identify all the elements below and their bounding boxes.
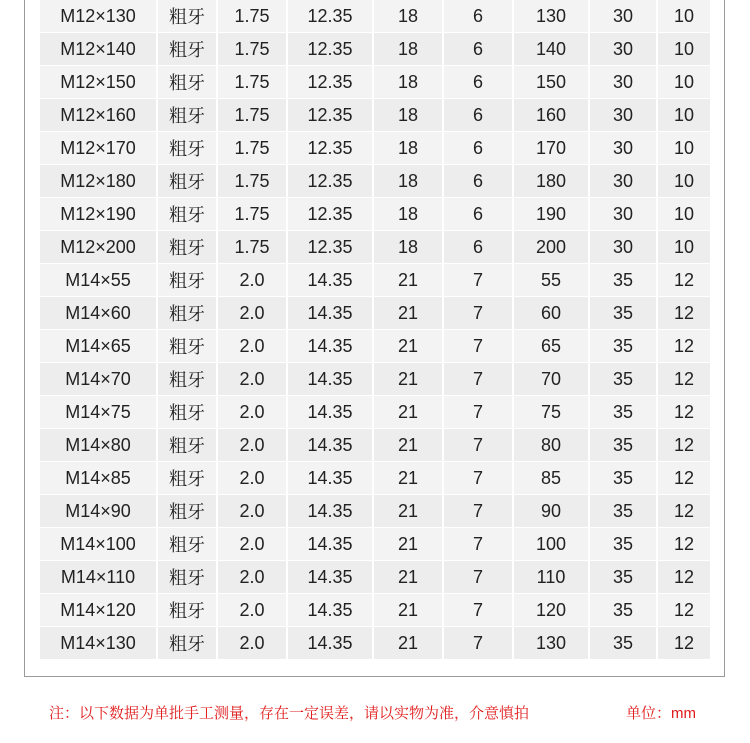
cell-length: 100 — [514, 528, 590, 561]
cell-thread-type: 粗牙 — [158, 528, 218, 561]
cell-dimension-b: 21 — [374, 462, 444, 495]
cell-thread-length: 35 — [590, 264, 658, 297]
cell-pitch: 2.0 — [218, 297, 288, 330]
cell-length: 80 — [514, 429, 590, 462]
cell-model: M12×150 — [40, 66, 158, 99]
cell-dimension-c: 7 — [444, 462, 514, 495]
cell-thread-length: 30 — [590, 33, 658, 66]
table-row — [40, 594, 710, 627]
cell-thread-type: 粗牙 — [158, 594, 218, 627]
cell-length: 200 — [514, 231, 590, 264]
cell-thread-type: 粗牙 — [158, 363, 218, 396]
cell-model: M12×170 — [40, 132, 158, 165]
cell-length: 90 — [514, 495, 590, 528]
cell-model: M12×200 — [40, 231, 158, 264]
cell-dimension-c: 7 — [444, 297, 514, 330]
cell-dimension-c: 7 — [444, 330, 514, 363]
cell-dimension-b: 21 — [374, 396, 444, 429]
cell-pitch: 1.75 — [218, 132, 288, 165]
cell-length: 180 — [514, 165, 590, 198]
cell-length: 85 — [514, 462, 590, 495]
cell-length: 160 — [514, 99, 590, 132]
cell-head-size: 12 — [658, 627, 710, 660]
cell-dimension-b: 18 — [374, 99, 444, 132]
cell-thread-length: 30 — [590, 198, 658, 231]
cell-dimension-a: 14.35 — [288, 363, 374, 396]
cell-dimension-a: 14.35 — [288, 429, 374, 462]
table-row — [40, 462, 710, 495]
cell-thread-length: 35 — [590, 561, 658, 594]
cell-head-size: 12 — [658, 264, 710, 297]
cell-pitch: 1.75 — [218, 231, 288, 264]
cell-thread-type: 粗牙 — [158, 165, 218, 198]
table-row — [40, 99, 710, 132]
cell-model: M12×190 — [40, 198, 158, 231]
cell-head-size: 10 — [658, 165, 710, 198]
table-row — [40, 66, 710, 99]
cell-pitch: 2.0 — [218, 495, 288, 528]
cell-head-size: 12 — [658, 495, 710, 528]
cell-model: M14×85 — [40, 462, 158, 495]
table-row — [40, 627, 710, 660]
cell-thread-length: 35 — [590, 297, 658, 330]
cell-dimension-c: 7 — [444, 495, 514, 528]
table-row — [40, 363, 710, 396]
cell-thread-length: 30 — [590, 165, 658, 198]
cell-thread-type: 粗牙 — [158, 396, 218, 429]
cell-head-size: 12 — [658, 396, 710, 429]
table-row — [40, 297, 710, 330]
cell-dimension-b: 21 — [374, 561, 444, 594]
cell-model: M14×90 — [40, 495, 158, 528]
cell-model: M14×60 — [40, 297, 158, 330]
cell-dimension-c: 6 — [444, 198, 514, 231]
cell-dimension-b: 21 — [374, 627, 444, 660]
cell-head-size: 10 — [658, 198, 710, 231]
cell-thread-type: 粗牙 — [158, 0, 218, 33]
cell-thread-type: 粗牙 — [158, 132, 218, 165]
table-row — [40, 495, 710, 528]
cell-dimension-b: 21 — [374, 429, 444, 462]
cell-model: M14×130 — [40, 627, 158, 660]
cell-dimension-a: 12.35 — [288, 165, 374, 198]
cell-dimension-c: 7 — [444, 627, 514, 660]
cell-pitch: 2.0 — [218, 429, 288, 462]
cell-thread-type: 粗牙 — [158, 297, 218, 330]
cell-thread-length: 30 — [590, 99, 658, 132]
cell-length: 75 — [514, 396, 590, 429]
cell-dimension-c: 6 — [444, 231, 514, 264]
cell-dimension-c: 7 — [444, 429, 514, 462]
cell-thread-length: 35 — [590, 594, 658, 627]
table-row — [40, 198, 710, 231]
cell-model: M14×55 — [40, 264, 158, 297]
cell-thread-length: 30 — [590, 66, 658, 99]
table-row — [40, 231, 710, 264]
cell-length: 55 — [514, 264, 590, 297]
cell-dimension-a: 12.35 — [288, 99, 374, 132]
cell-length: 110 — [514, 561, 590, 594]
table-row — [40, 264, 710, 297]
cell-head-size: 12 — [658, 462, 710, 495]
cell-thread-length: 30 — [590, 231, 658, 264]
cell-thread-type: 粗牙 — [158, 33, 218, 66]
cell-dimension-c: 6 — [444, 99, 514, 132]
cell-pitch: 1.75 — [218, 165, 288, 198]
cell-dimension-c: 6 — [444, 165, 514, 198]
cell-pitch: 2.0 — [218, 330, 288, 363]
cell-head-size: 10 — [658, 0, 710, 33]
cell-pitch: 1.75 — [218, 0, 288, 33]
cell-dimension-a: 14.35 — [288, 264, 374, 297]
cell-thread-type: 粗牙 — [158, 66, 218, 99]
cell-dimension-b: 21 — [374, 330, 444, 363]
table-row — [40, 132, 710, 165]
table-row — [40, 0, 710, 33]
cell-head-size: 12 — [658, 429, 710, 462]
cell-model: M14×100 — [40, 528, 158, 561]
cell-pitch: 1.75 — [218, 66, 288, 99]
cell-thread-length: 35 — [590, 627, 658, 660]
cell-dimension-b: 18 — [374, 132, 444, 165]
cell-dimension-c: 7 — [444, 363, 514, 396]
cell-dimension-b: 18 — [374, 33, 444, 66]
cell-model: M14×120 — [40, 594, 158, 627]
cell-length: 170 — [514, 132, 590, 165]
cell-model: M14×65 — [40, 330, 158, 363]
unit-label: 单位：mm — [626, 705, 696, 722]
cell-head-size: 12 — [658, 561, 710, 594]
cell-dimension-c: 6 — [444, 132, 514, 165]
cell-dimension-a: 14.35 — [288, 594, 374, 627]
cell-head-size: 10 — [658, 66, 710, 99]
cell-dimension-b: 18 — [374, 198, 444, 231]
cell-dimension-a: 14.35 — [288, 462, 374, 495]
cell-model: M12×160 — [40, 99, 158, 132]
cell-dimension-b: 21 — [374, 495, 444, 528]
cell-dimension-c: 6 — [444, 33, 514, 66]
cell-thread-type: 粗牙 — [158, 627, 218, 660]
cell-head-size: 12 — [658, 528, 710, 561]
spec-table-body — [40, 0, 710, 660]
table-row — [40, 528, 710, 561]
cell-dimension-b: 18 — [374, 231, 444, 264]
cell-thread-length: 30 — [590, 132, 658, 165]
cell-thread-type: 粗牙 — [158, 330, 218, 363]
cell-thread-type: 粗牙 — [158, 462, 218, 495]
cell-dimension-b: 18 — [374, 165, 444, 198]
cell-dimension-c: 7 — [444, 528, 514, 561]
cell-thread-type: 粗牙 — [158, 561, 218, 594]
cell-dimension-b: 18 — [374, 0, 444, 33]
table-row — [40, 330, 710, 363]
cell-model: M12×140 — [40, 33, 158, 66]
footer-note — [0, 702, 750, 726]
cell-pitch: 2.0 — [218, 264, 288, 297]
cell-dimension-a: 12.35 — [288, 0, 374, 33]
cell-head-size: 10 — [658, 231, 710, 264]
cell-pitch: 2.0 — [218, 561, 288, 594]
cell-pitch: 1.75 — [218, 198, 288, 231]
table-row — [40, 561, 710, 594]
cell-dimension-a: 12.35 — [288, 66, 374, 99]
cell-dimension-c: 6 — [444, 0, 514, 33]
cell-thread-type: 粗牙 — [158, 99, 218, 132]
cell-dimension-b: 21 — [374, 297, 444, 330]
cell-length: 140 — [514, 33, 590, 66]
cell-thread-length: 35 — [590, 528, 658, 561]
cell-dimension-a: 12.35 — [288, 33, 374, 66]
cell-dimension-b: 21 — [374, 363, 444, 396]
cell-model: M14×80 — [40, 429, 158, 462]
cell-thread-type: 粗牙 — [158, 231, 218, 264]
cell-length: 190 — [514, 198, 590, 231]
cell-dimension-a: 12.35 — [288, 132, 374, 165]
cell-length: 60 — [514, 297, 590, 330]
cell-dimension-a: 14.35 — [288, 330, 374, 363]
table-row — [40, 33, 710, 66]
table-row — [40, 165, 710, 198]
cell-dimension-a: 14.35 — [288, 528, 374, 561]
cell-head-size: 10 — [658, 132, 710, 165]
cell-pitch: 1.75 — [218, 33, 288, 66]
cell-thread-length: 35 — [590, 330, 658, 363]
cell-length: 150 — [514, 66, 590, 99]
cell-dimension-b: 18 — [374, 66, 444, 99]
cell-thread-type: 粗牙 — [158, 264, 218, 297]
cell-pitch: 2.0 — [218, 462, 288, 495]
cell-dimension-a: 12.35 — [288, 198, 374, 231]
cell-model: M12×180 — [40, 165, 158, 198]
cell-dimension-a: 12.35 — [288, 231, 374, 264]
cell-dimension-c: 7 — [444, 396, 514, 429]
cell-pitch: 2.0 — [218, 396, 288, 429]
cell-dimension-b: 21 — [374, 594, 444, 627]
table-row — [40, 396, 710, 429]
cell-dimension-a: 14.35 — [288, 561, 374, 594]
cell-dimension-a: 14.35 — [288, 495, 374, 528]
cell-thread-type: 粗牙 — [158, 495, 218, 528]
cell-thread-length: 35 — [590, 495, 658, 528]
cell-thread-length: 35 — [590, 363, 658, 396]
spec-table — [40, 0, 710, 660]
cell-thread-type: 粗牙 — [158, 429, 218, 462]
cell-thread-length: 35 — [590, 396, 658, 429]
cell-dimension-a: 14.35 — [288, 297, 374, 330]
cell-thread-type: 粗牙 — [158, 198, 218, 231]
table-row — [40, 429, 710, 462]
cell-model: M12×130 — [40, 0, 158, 33]
cell-pitch: 2.0 — [218, 528, 288, 561]
cell-length: 130 — [514, 627, 590, 660]
cell-length: 65 — [514, 330, 590, 363]
cell-thread-length: 35 — [590, 429, 658, 462]
cell-dimension-b: 21 — [374, 264, 444, 297]
cell-pitch: 2.0 — [218, 627, 288, 660]
cell-model: M14×110 — [40, 561, 158, 594]
cell-dimension-c: 7 — [444, 264, 514, 297]
cell-model: M14×75 — [40, 396, 158, 429]
note-text: 注：以下数据为单批手工测量，存在一定误差，请以实物为准，介意慎拍 — [49, 705, 530, 722]
cell-model: M14×70 — [40, 363, 158, 396]
cell-dimension-c: 6 — [444, 66, 514, 99]
cell-pitch: 2.0 — [218, 594, 288, 627]
cell-thread-length: 30 — [590, 0, 658, 33]
cell-dimension-c: 7 — [444, 594, 514, 627]
cell-head-size: 12 — [658, 363, 710, 396]
cell-head-size: 10 — [658, 33, 710, 66]
cell-length: 130 — [514, 0, 590, 33]
cell-dimension-b: 21 — [374, 528, 444, 561]
cell-head-size: 12 — [658, 297, 710, 330]
cell-length: 120 — [514, 594, 590, 627]
cell-dimension-c: 7 — [444, 561, 514, 594]
cell-dimension-a: 14.35 — [288, 396, 374, 429]
cell-head-size: 12 — [658, 594, 710, 627]
cell-pitch: 2.0 — [218, 363, 288, 396]
cell-dimension-a: 14.35 — [288, 627, 374, 660]
cell-head-size: 12 — [658, 330, 710, 363]
cell-head-size: 10 — [658, 99, 710, 132]
cell-length: 70 — [514, 363, 590, 396]
cell-pitch: 1.75 — [218, 99, 288, 132]
cell-thread-length: 35 — [590, 462, 658, 495]
